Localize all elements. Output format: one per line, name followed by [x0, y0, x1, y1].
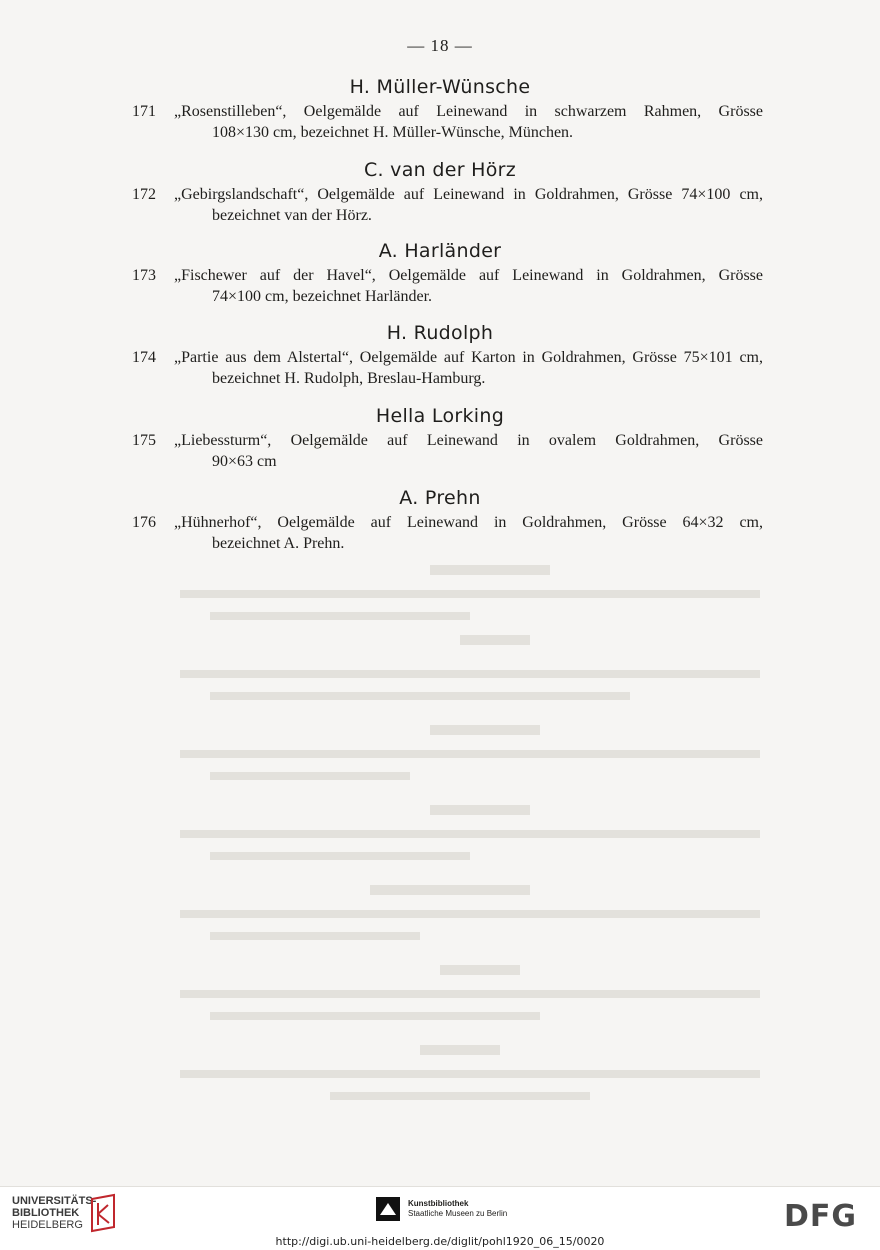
kunstbibliothek-icon [376, 1197, 400, 1221]
catalog-entry-175 [0, 403, 880, 472]
artist-heading: H. Müller-Wünsche [349, 76, 531, 98]
entry-description [174, 184, 763, 226]
entry-body [0, 347, 880, 389]
entry-line-2: 90×63 cm [212, 453, 277, 470]
entry-body [0, 184, 880, 226]
artist-heading: Hella Lorking [375, 405, 505, 427]
permalink-url[interactable]: http://digi.ub.uni-heidelberg.de/diglit/pohl1920_06_15/0020 [275, 1235, 605, 1248]
bleed-through-texture [0, 560, 880, 1120]
entry-number: 176 [132, 514, 156, 531]
page-number: — 18 — [407, 36, 473, 55]
entry-description [174, 512, 763, 554]
entry-description [174, 265, 763, 307]
entry-number: 173 [132, 267, 156, 284]
artist-heading: C. van der Hörz [363, 159, 517, 181]
entry-line-1: „Fischewer auf der Havel“, Oelgemälde auf Leinewand in Goldrahmen, Grösse [174, 267, 763, 284]
entry-line-1: „Hühnerhof“, Oelgemälde auf Leinewand in Goldrahmen, Grösse 64×32 cm, [174, 514, 763, 531]
entry-body [0, 512, 880, 554]
uni-logo-line: HEIDELBERG [12, 1219, 83, 1231]
catalog-entry-176 [0, 485, 880, 554]
entry-number: 174 [132, 349, 156, 366]
entry-line-1: „Liebessturm“, Oelgemälde auf Leinewand in ovalem Goldrahmen, Grösse [174, 432, 763, 449]
entry-number: 175 [132, 432, 156, 449]
kb-subtitle: Staatliche Museen zu Berlin [408, 1209, 508, 1218]
entry-number: 171 [132, 103, 156, 120]
entry-description [174, 430, 763, 472]
catalog-entry-171 [0, 74, 880, 143]
entry-description [174, 101, 763, 143]
uni-logo-line: UNIVERSITÄTS- [12, 1195, 97, 1207]
entry-line-2: 74×100 cm, bezeichnet Harländer. [212, 288, 433, 305]
entry-description [174, 347, 763, 389]
artist-heading: A. Harländer [378, 240, 502, 262]
uni-logo-line: BIBLIOTHEK [12, 1207, 80, 1219]
artist-heading: A. Prehn [399, 487, 481, 509]
artist-heading: H. Rudolph [386, 322, 494, 344]
footer-bar [0, 1186, 880, 1250]
dfg-logo: DFG [784, 1199, 858, 1234]
entry-line-2: bezeichnet A. Prehn. [212, 535, 345, 552]
entry-body [0, 101, 880, 143]
entry-line-2: bezeichnet van der Hörz. [212, 207, 372, 224]
catalog-entry-173 [0, 238, 880, 307]
entry-line-2: bezeichnet H. Rudolph, Breslau-Hamburg. [212, 370, 486, 387]
university-logo-icon [88, 1193, 118, 1233]
entry-body [0, 265, 880, 307]
entry-line-1: „Gebirgslandschaft“, Oelgemälde auf Leinewand in Goldrahmen, Grösse 74×100 cm, [174, 186, 763, 203]
entry-line-2: 108×130 cm, bezeichnet H. Müller-Wünsche, München. [212, 124, 574, 141]
catalog-entry-174 [0, 320, 880, 389]
entry-number: 172 [132, 186, 156, 203]
university-library-logo [12, 1195, 96, 1231]
kb-name: Kunstbibliothek [408, 1199, 469, 1208]
entry-line-1: „Partie aus dem Alstertal“, Oelgemälde auf Karton in Goldrahmen, Grösse 75×101 cm, [174, 349, 763, 366]
entry-body [0, 430, 880, 472]
catalog-entry-172 [0, 157, 880, 226]
entry-line-1: „Rosenstilleben“, Oelgemälde auf Leinewand in schwarzem Rahmen, Grösse [174, 103, 763, 120]
